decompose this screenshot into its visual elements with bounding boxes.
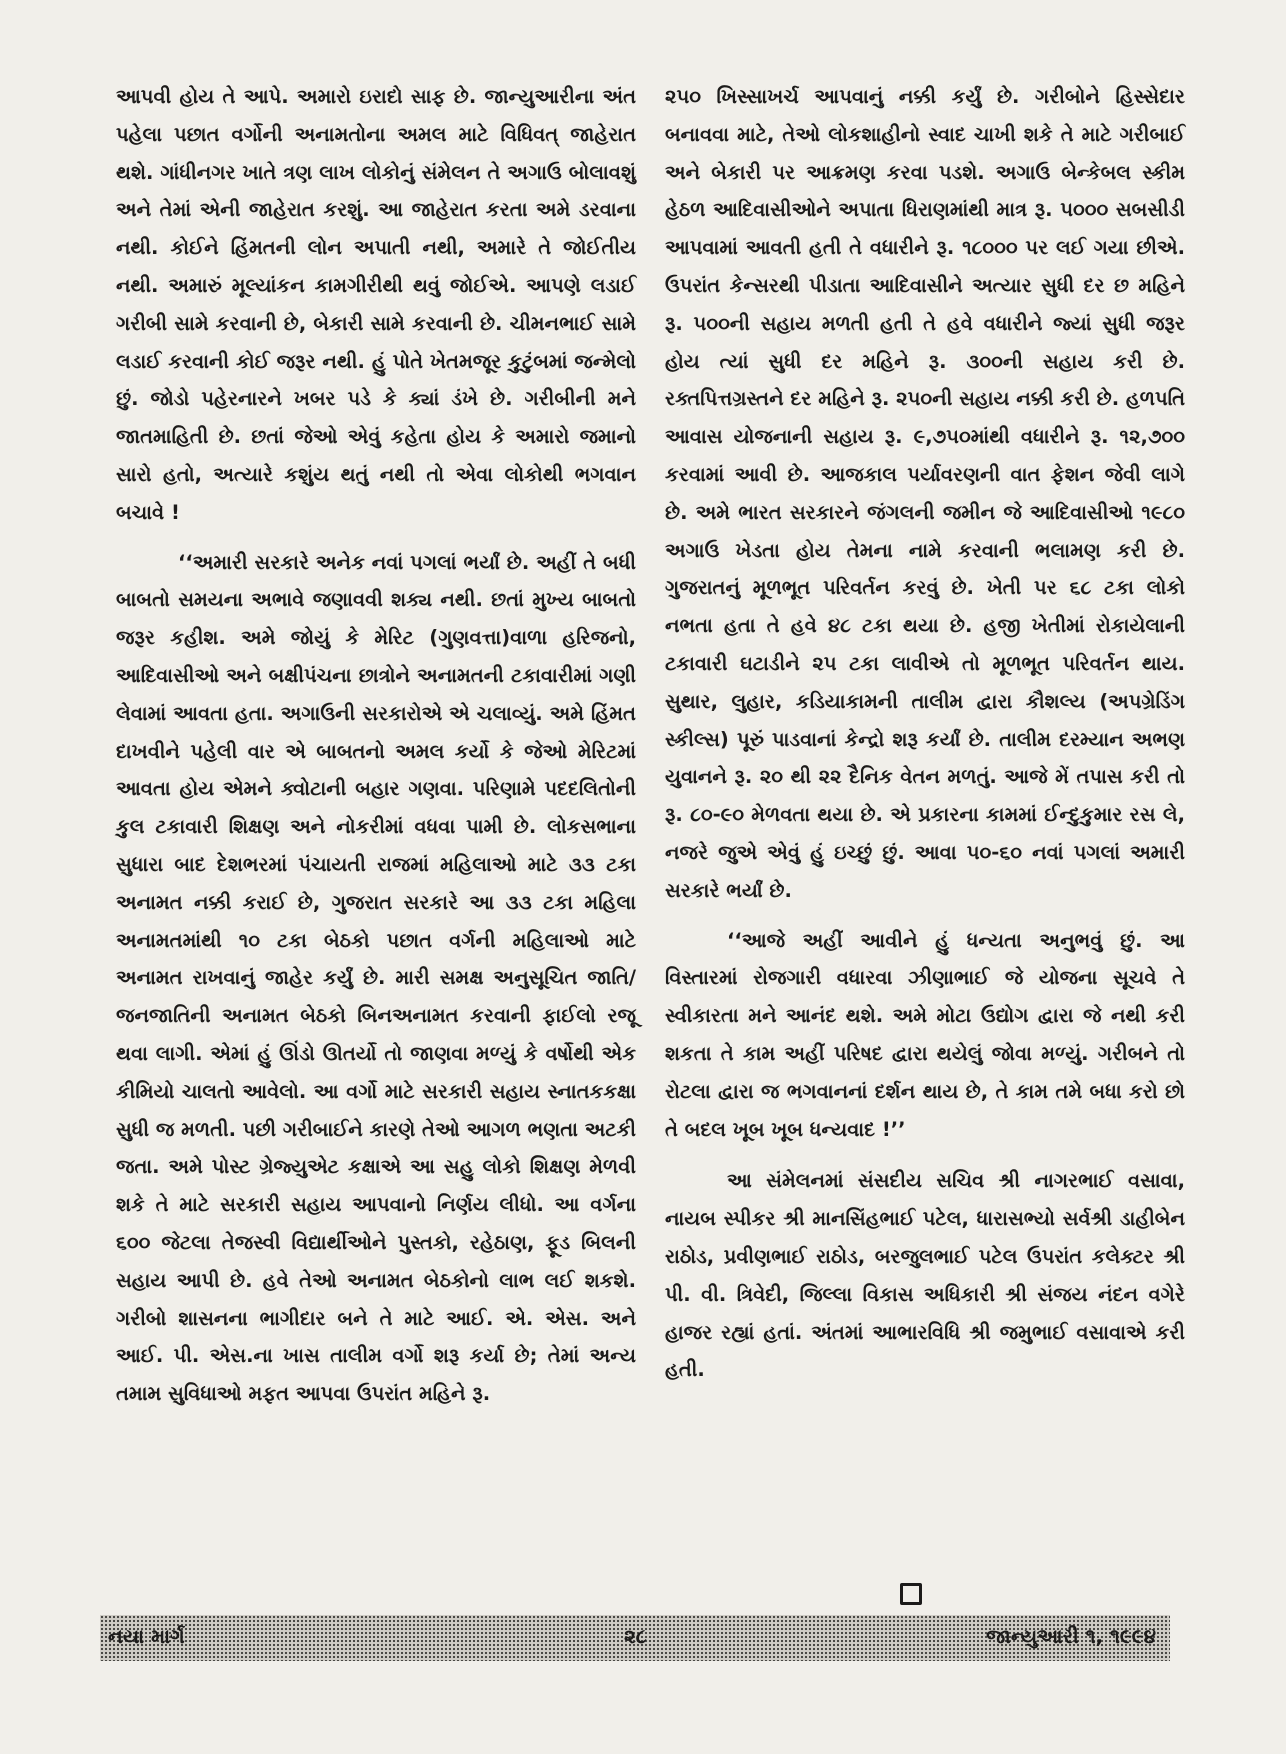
issue-date: જાન્યુઆરી ૧, ૧૯૯૪ [986, 1624, 1156, 1648]
page-footer [100, 1615, 1170, 1661]
page-number: ૨૮ [624, 1624, 647, 1648]
left-column [116, 78, 636, 1413]
paragraph: ‘‘અમારી સરકારે અનેક નવાં પગલાં ભર્યાં છે. અહીં તે બધી બાબતો સમયના અભાવે જણાવવી શક્ય નથી. છતાં મુખ્ય બાબતો જરૂર કહીશ. અમે જોયું કે મેરિટ (ગુણવત્તા)વાળા હરિજનો, આદિવાસીઓ અને બક્ષીપંચના છાત્રોને અનામતની ટકાવારીમાં ગણી લેવામાં આવતા હતા. અગાઉની સરકારોએ એ ચલાવ્યું. અમે હિંમત દાખવીને પહેલી વાર એ બાબતનો અમલ કર્યો કે જેઓ મેરિટમાં આવતા હોય એમને ક્વોટાની બહાર ગણવા. પરિણામે પદદલિતોની કુલ ટકાવારી શિક્ષણ અને નોકરીમાં વધવા પામી છે. લોકસભાના સુધારા બાદ દેશભરમાં પંચાયતી રાજમાં મહિલાઓ માટે ૩૩ ટકા અનામત નક્કી કરાઈ છે, ગુજરાત સરકારે આ ૩૩ ટકા મહિલા અનામતમાંથી ૧૦ ટકા બેઠકો પછાત વર્ગની મહિલાઓ માટે અનામત રાખવાનું જાહેર કર્યું છે. મારી સમક્ષ અનુસૂચિત જાતિ/જનજાતિની અનામત બેઠકો બિનઅનામત કરવાની ફાઈલો રજૂ થવા લાગી. એમાં હું ઊંડો ઊતર્યો તો જાણવા મળ્યું કે વર્ષોથી એક કીમિયો ચાલતો આવેલો. આ વર્ગો માટે સરકારી સહાય સ્નાતકકક્ષા સુધી જ મળતી. પછી ગરીબાઈને કારણે તેઓ આગળ ભણતા અટકી જતા. અમે પોસ્ટ ગ્રેજ્યુએટ કક્ષાએ આ સહુ લોકો શિક્ષણ મેળવી શકે તે માટે સરકારી સહાય આપવાનો નિર્ણય લીધો. આ વર્ગના ૬૦૦ જેટલા તેજસ્વી વિદ્યાર્થીઓને પુસ્તકો, રહેઠાણ, ફૂડ બિલની સહાય આપી છે. હવે તેઓ અનામત બેઠકોનો લાભ લઈ શકશે. ગરીબો શાસનના ભાગીદાર બને તે માટે આઈ. એ. એસ. અને આઈ. પી. એસ.ના ખાસ તાલીમ વર્ગો શરૂ કર્યા છે; તેમાં અન્ય તમામ સુવિધાઓ મફત આપવા ઉપરાંત મહિને રૂ. [116, 550, 636, 1406]
paragraph: ‘‘આજે અહીં આવીને હું ધન્યતા અનુભવું છું. આ વિસ્તારમાં રોજગારી વધારવા ઝીણાભાઈ જે યોજના સૂચવે તે સ્વીકારતા મને આનંદ થશે. અમે મોટા ઉદ્યોગ દ્વારા જે નથી કરી શકતા તે કામ અહીં પરિષદ દ્વારા થયેલું જોવા મળ્યું. ગરીબને તો રોટલા દ્વારા જ ભગવાનનાં દર્શન થાય છે, તે કામ તમે બધા કરો છો તે બદલ ખૂબ ખૂબ ધન્યવાદ !’’ [665, 928, 1185, 1141]
right-column [665, 78, 1185, 1389]
end-of-article-icon [900, 1583, 922, 1605]
paragraph: ૨૫૦ ખિસ્સાખર્ચ આપવાનું નક્કી કર્યું છે. ગરીબોને હિસ્સેદાર બનાવવા માટે, તેઓ લોકશાહીનો સ્વાદ ચાખી શકે તે માટે ગરીબાઈ અને બેકારી પર આક્રમણ કરવા પડશે. અગાઉ બેન્કેબલ સ્કીમ હેઠળ આદિવાસીઓને અપાતા ધિરાણમાંથી માત્ર રૂ. ૫૦૦૦ સબસીડી આપવામાં આવતી હતી તે વધારીને રૂ. ૧૮૦૦૦ પર લઈ ગયા છીએ. ઉપરાંત કેન્સરથી પીડાતા આદિવાસીને અત્યાર સુધી દર છ મહિને રૂ. ૫૦૦ની સહાય મળતી હતી તે હવે વધારીને જ્યાં સુધી જરૂર હોય ત્યાં સુધી દર મહિને રૂ. ૩૦૦ની સહાય કરી છે. રક્તપિત્તગ્રસ્તને દર મહિને રૂ. ૨૫૦ની સહાય નક્કી કરી છે. હળપતિ આવાસ યોજનાની સહાય રૂ. ૯,૭૫૦માંથી વધારીને રૂ. ૧૨,૭૦૦ કરવામાં આવી છે. આજકાલ પર્યાવરણની વાત ફેશન જેવી લાગે છે. અમે ભારત સરકારને જંગલની જમીન જે આદિવાસીઓ ૧૯૮૦ અગાઉ ખેડતા હોય તેમના નામે કરવાની ભલામણ કરી છે. ગુજરાતનું મૂળભૂત પરિવર્તન કરવું છે. ખેતી પર ૬૮ ટકા લોકો નભતા હતા તે હવે ૪૮ ટકા થયા છે. હજી ખેતીમાં રોકાયેલાની ટકાવારી ઘટાડીને ૨૫ ટકા લાવીએ તો મૂળભૂત પરિવર્તન થાય. સુથાર, લુહાર, કડિયાકામની તાલીમ દ્વારા કૌશલ્ય (અપગ્રેડિંગ સ્કીલ્સ) પૂરું પાડવાનાં કેન્દ્રો શરૂ કર્યાં છે. તાલીમ દરમ્યાન અભણ યુવાનને રૂ. ૨૦ થી ૨૨ દૈનિક વેતન મળતું. આજે મેં તપાસ કરી તો રૂ. ૮૦-૯૦ મેળવતા થયા છે. એ પ્રકારના કામમાં ઈન્દુકુમાર રસ લે, નજરે જુએ એવું હું ઇચ્છું છું. આવા ૫૦-૬૦ નવાં પગલાં અમારી સરકારે ભર્યાં છે. [665, 85, 1185, 902]
publication-name: નયા માર્ગ [108, 1624, 185, 1648]
paragraph: આપવી હોય તે આપે. અમારો ઇરાદો સાફ છે. જાન્યુઆરીના અંત પહેલા પછાત વર્ગોની અનામતોના અમલ માટે વિધિવત્ જાહેરાત થશે. ગાંધીનગર ખાતે ત્રણ લાખ લોકોનું સંમેલન તે અગાઉ બોલાવશું અને તેમાં એની જાહેરાત કરશું. આ જાહેરાત કરતા અમે ડરવાના નથી. કોઈને હિંમતની લોન અપાતી નથી, અમારે તે જોઈતીય નથી. અમારું મૂલ્યાંકન કામગીરીથી થવું જોઈએ. આપણે લડાઈ ગરીબી સામે કરવાની છે, બેકારી સામે કરવાની છે. ચીમનભાઈ સામે લડાઈ કરવાની કોઈ જરૂર નથી. હું પોતે ખેતમજૂર કુટુંબમાં જન્મેલો છું. જોડો પહેરનારને ખબર પડે કે ક્યાં ડંખે છે. ગરીબીની મને જાતમાહિતી છે. છતાં જેઓ એવું કહેતા હોય કે અમારો જમાનો સારો હતો, અત્યારે કશુંય થતું નથી તો એવા લોકોથી ભગવાન બચાવે ! [116, 85, 636, 524]
paragraph: આ સંમેલનમાં સંસદીય સચિવ શ્રી નાગરભાઈ વસાવા, નાયબ સ્પીકર શ્રી માનસિંહભાઈ પટેલ, ધારાસભ્યો સર્વશ્રી ડાહીબેન રાઠોડ, પ્રવીણભાઈ રાઠોડ, બરજુલભાઈ પટેલ ઉપરાંત કલેક્ટર શ્રી પી. વી. ત્રિવેદી, જિલ્લા વિકાસ અધિકારી શ્રી સંજય નંદન વગેરે હાજર રહ્યાં હતાં. અંતમાં આભારવિધિ શ્રી જમુભાઈ વસાવાએ કરી હતી. [665, 1169, 1185, 1382]
